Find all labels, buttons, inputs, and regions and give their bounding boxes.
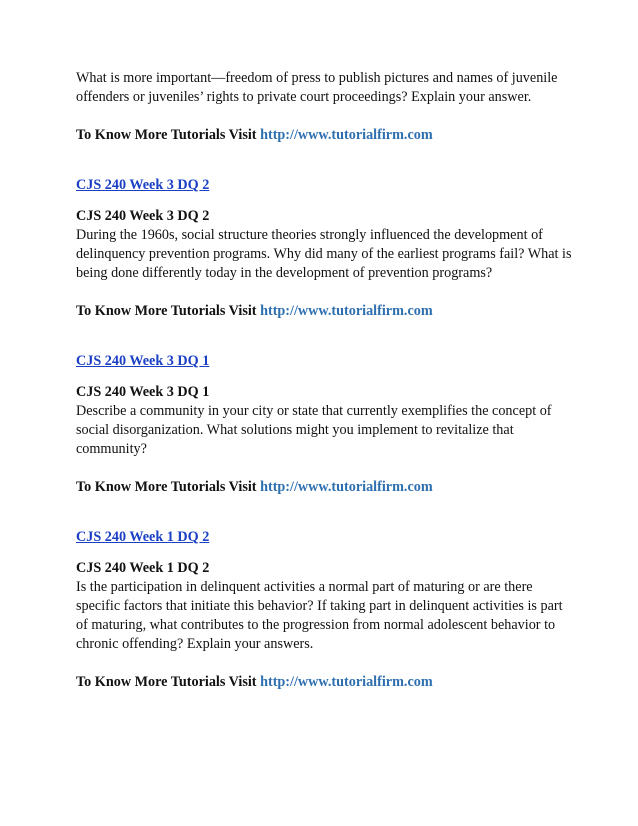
section-body-week3-dq2: During the 1960s, social structure theories strongly influenced the development of delinquency prevention programs. Why did many of the earliest programs fail? What is being done differently today in the development of prevention programs?	[76, 227, 572, 281]
promo-url-link[interactable]: http://www.tutorialfirm.com	[260, 303, 433, 319]
promo-label: To Know More Tutorials Visit	[76, 127, 261, 143]
promo-url-link[interactable]: http://www.tutorialfirm.com	[260, 479, 433, 495]
promo-line	[76, 302, 576, 321]
spacer	[76, 283, 576, 302]
section-link-week3-dq1[interactable]: CJS 240 Week 3 DQ 1	[76, 353, 210, 369]
spacer	[76, 321, 576, 352]
promo-url-link[interactable]: http://www.tutorialfirm.com	[260, 127, 433, 143]
section-link-week1-dq2[interactable]: CJS 240 Week 1 DQ 2	[76, 529, 210, 545]
promo-line	[76, 673, 576, 692]
promo-url-link[interactable]: http://www.tutorialfirm.com	[260, 674, 433, 690]
promo-label: To Know More Tutorials Visit	[76, 674, 261, 690]
spacer	[76, 371, 576, 383]
spacer	[76, 195, 576, 207]
document-page	[76, 69, 576, 692]
section-title-week3-dq2: CJS 240 Week 3 DQ 2	[76, 208, 210, 224]
promo-label: To Know More Tutorials Visit	[76, 479, 261, 495]
section-title-week1-dq2: CJS 240 Week 1 DQ 2	[76, 560, 210, 576]
promo-line	[76, 126, 576, 145]
spacer	[76, 459, 576, 478]
spacer	[76, 107, 576, 126]
promo-label: To Know More Tutorials Visit	[76, 303, 261, 319]
spacer	[76, 145, 576, 176]
section-body-week3-dq1: Describe a community in your city or state that currently exemplifies the concept of social disorganization. What solutions might you implement to revitalize that community?	[76, 403, 552, 457]
spacer	[76, 497, 576, 528]
spacer	[76, 547, 576, 559]
section-link-week3-dq2[interactable]: CJS 240 Week 3 DQ 2	[76, 177, 210, 193]
section-title-week3-dq1: CJS 240 Week 3 DQ 1	[76, 384, 210, 400]
section-body-week1-dq2: Is the participation in delinquent activities a normal part of maturing or are there specific factors that initiate this behavior? If taking part in delinquent activities is part of maturing, what contributes to the progression from normal adolescent behavior to chronic offending? Explain your answers.	[76, 579, 563, 652]
spacer	[76, 654, 576, 673]
intro-paragraph: What is more important—freedom of press to publish pictures and names of juvenile offenders or juveniles’ rights to private court proceedings? Explain your answer.	[76, 70, 558, 105]
promo-line	[76, 478, 576, 497]
